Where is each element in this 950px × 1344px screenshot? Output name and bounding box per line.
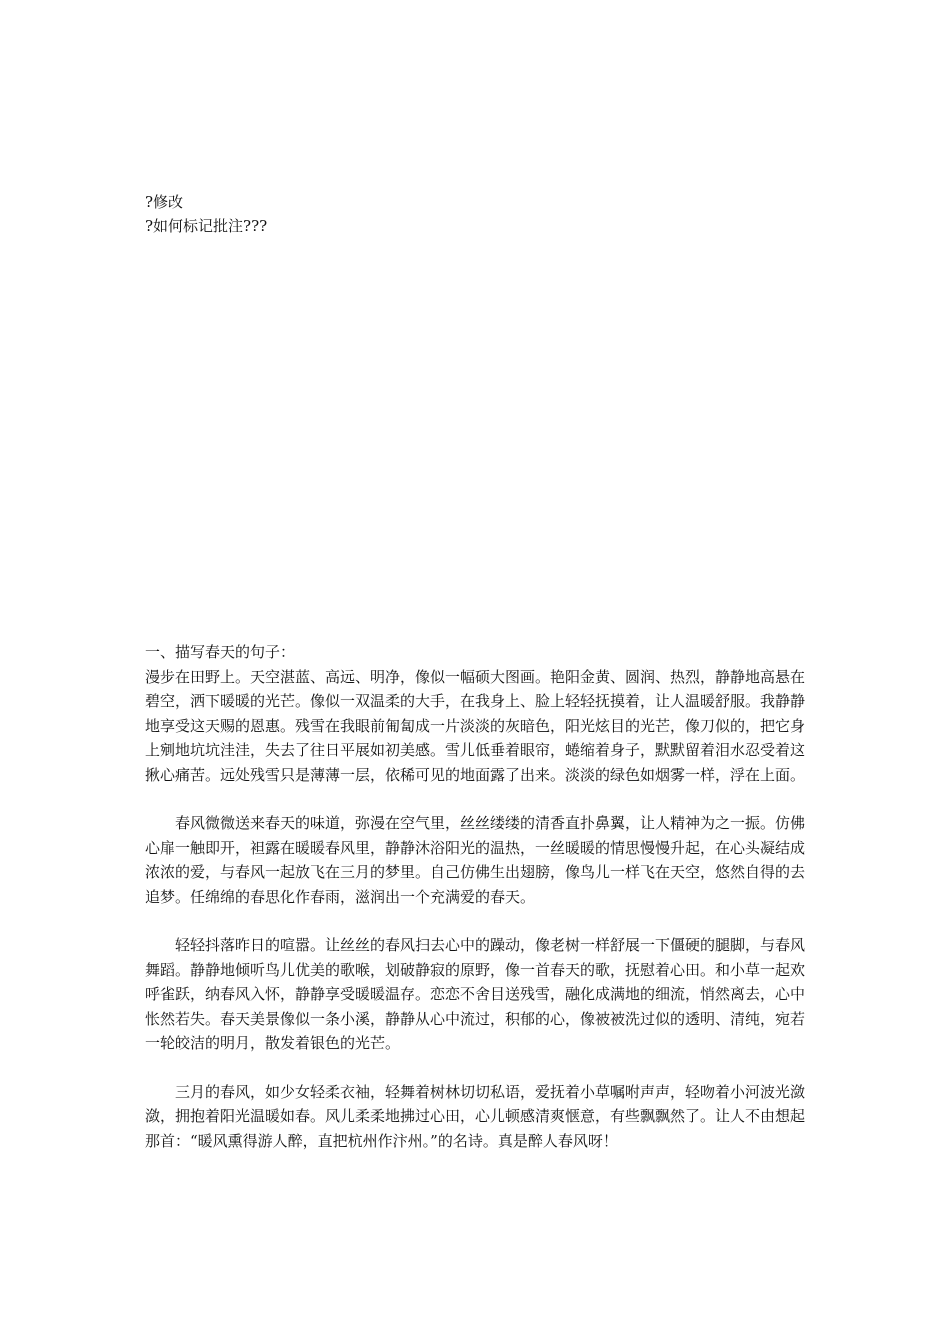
- paragraph-4: 三月的春风，如少女轻柔衣袖，轻舞着树林切切私语，爱抚着小草嘱咐声声，轻吻着小河波光潋潋，拥抱着阳光温暖如春。风儿柔柔地拂过心田，心儿顿感清爽惬意，有些飘飘然了。让人不由想起那首：“暖风熏得游人醉，直把杭州作汴州。”的名诗。真是醉人春风呀！: [145, 1082, 806, 1150]
- paragraph-1: 漫步在田野上。天空湛蓝、高远、明净，像似一幅硕大图画。艳阳金黄、圆润、热烈，静静地高悬在碧空，洒下暖暖的光芒。像似一双温柔的大手，在我身上、脸上轻轻抚摸着，让人温暖舒服。我静静地享受这天赐的恩惠。残雪在我眼前匍匐成一片淡淡的灰暗色，阳光炫目的光芒，像刀似的，把它身上剜地坑坑洼洼，失去了往日平展如初美感。雪儿低垂着眼帘，蜷缩着身子，默默留着泪水忍受着这揪心痛苦。远处残雪只是薄薄一层，依稀可见的地面露了出来。淡淡的绿色如烟雾一样，浮在上面。: [145, 667, 806, 784]
- note-annotation-question: ?如何标记批注???: [145, 217, 268, 235]
- note-modify: ?修改: [145, 193, 184, 211]
- section-heading: 一、描写春天的句子：: [145, 643, 296, 661]
- article-body: [145, 640, 805, 1177]
- paragraph-3: 轻轻抖落昨日的喧嚣。让丝丝的春风扫去心中的躁动，像老树一样舒展一下僵硬的腿脚，与春风舞蹈。静静地倾听鸟儿优美的歌喉，划破静寂的原野，像一首春天的歌，抚慰着心田。和小草一起欢呼雀跃，纳春风入怀，静静享受暖暖温存。恋恋不舍目送残雪，融化成满地的细流，悄然离去，心中怅然若失。春天美景像似一条小溪，静静从心中流过，积郁的心，像被被洗过似的透明、清纯，宛若一轮皎洁的明月，散发着银色的光芒。: [145, 936, 806, 1052]
- paragraph-2: 春风微微送来春天的味道，弥漫在空气里，丝丝缕缕的清香直扑鼻翼，让人精神为之一振。仿佛心扉一触即开，袒露在暖暖春风里，静静沐浴阳光的温热，一丝暖暖的情思慢慢升起，在心头凝结成浓浓的爱，与春风一起放飞在三月的梦里。自己仿佛生出翅膀，像鸟儿一样飞在天空，悠然自得的去追梦。任绵绵的春思化作春雨，滋润出一个充满爱的春天。: [145, 814, 806, 906]
- revision-notes: [145, 190, 805, 238]
